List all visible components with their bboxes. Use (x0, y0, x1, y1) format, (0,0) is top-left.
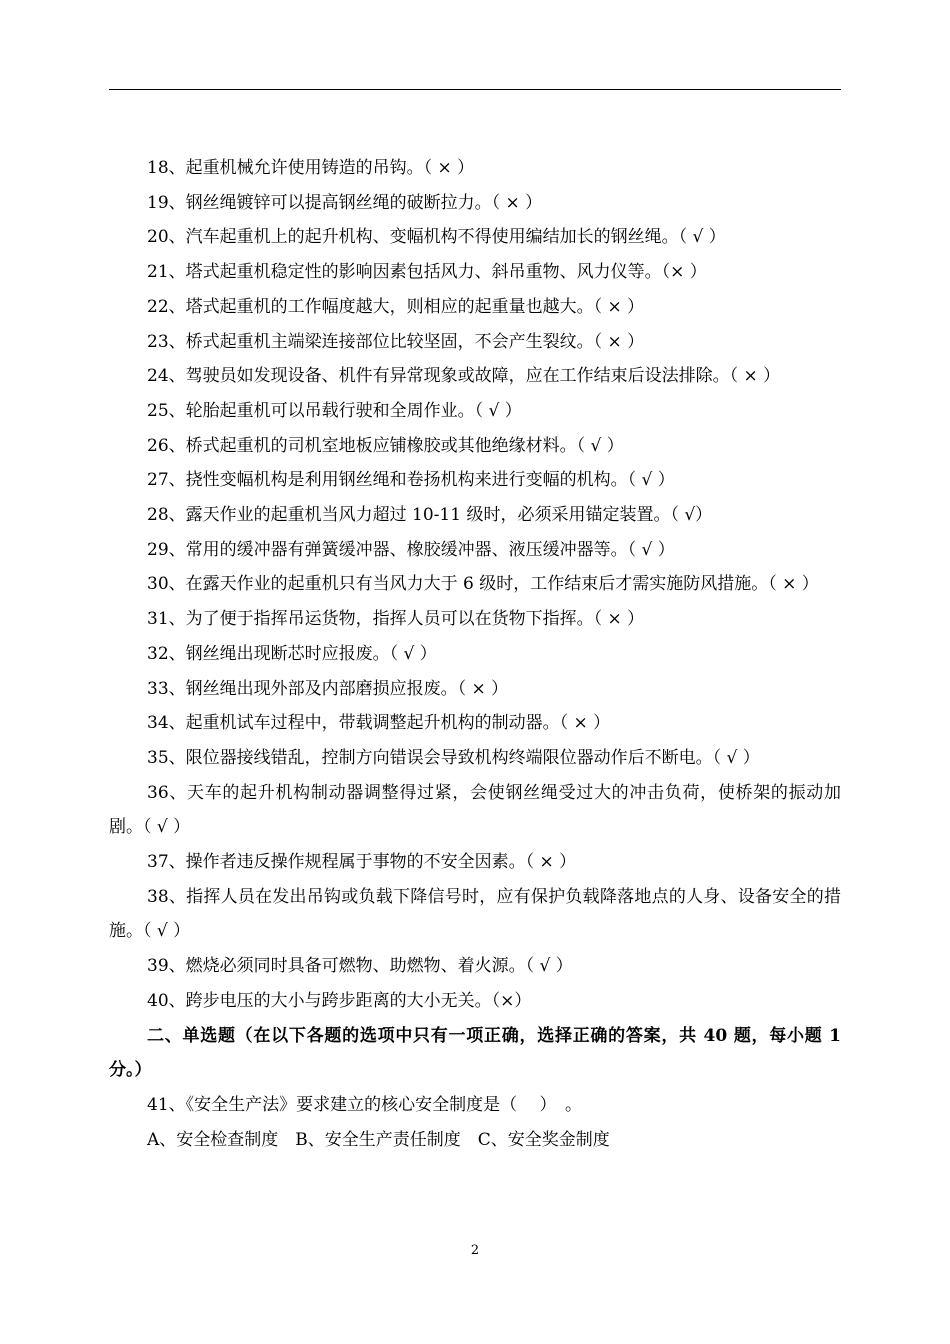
question-34: 34、起重机试车过程中，带载调整起升机构的制动器。（ × ） (147, 713, 611, 734)
question-22: 22、塔式起重机的工作幅度越大，则相应的起重量也越大。（ × ） (147, 296, 645, 317)
question-19: 19、钢丝绳镀锌可以提高钢丝绳的破断拉力。（ × ） (147, 192, 543, 213)
question-25: 25、轮胎起重机可以吊载行驶和全周作业。（ √ ） (147, 400, 522, 421)
question-31: 31、为了便于指挥吊运货物，指挥人员可以在货物下指挥。（ × ） (147, 609, 645, 630)
question-28: 28、露天作业的起重机当风力超过 10-11 级时，必须采用锚定装置。（ √） (147, 505, 713, 526)
question-36: 36、天车的起升机构制动器调整得过紧，会使钢丝绳受过大的冲击负荷，使桥架的振动加剧。（ √ ） (109, 782, 841, 838)
header-rule (109, 89, 841, 90)
question-21: 21、塔式起重机稳定性的影响因素包括风力、斜吊重物、风力仪等。（× ） (147, 262, 707, 283)
question-20: 20、汽车起重机上的起升机构、变幅机构不得使用编结加长的钢丝绳。（ √ ） (147, 227, 726, 248)
question-27: 27、挠性变幅机构是利用钢丝绳和卷扬机构来进行变幅的机构。（ √ ） (147, 470, 675, 491)
question-38: 38、指挥人员在发出吊钩或负载下降信号时，应有保护负载降落地点的人身、设备安全的措施。（ √ ） (109, 886, 841, 942)
question-40: 40、跨步电压的大小与跨步距离的大小无关。（×） (147, 990, 532, 1011)
question-41-stem: 41、《安全生产法》要求建立的核心安全制度是（ ） 。 (147, 1094, 583, 1115)
question-26: 26、桥式起重机的司机室地板应铺橡胶或其他绝缘材料。（ √ ） (147, 435, 624, 456)
question-33: 33、钢丝绳出现外部及内部磨损应报废。（ × ） (147, 678, 509, 699)
question-24: 24、驾驶员如发现设备、机件有异常现象或故障，应在工作结束后设法排除。（ × ） (147, 366, 781, 387)
question-18: 18、起重机械允许使用铸造的吊钩。（ × ） (147, 158, 475, 178)
question-41-options: A、安全检查制度 B、安全生产责任制度 C、安全奖金制度 (147, 1129, 610, 1150)
question-37: 37、操作者违反操作规程属于事物的不安全因素。（ × ） (147, 852, 577, 873)
section-heading-single-choice: 二、单选题（在以下各题的选项中只有一项正确，选择正确的答案，共 40 题，每小题 1 分。） (109, 1025, 841, 1081)
question-32: 32、钢丝绳出现断芯时应报废。（ √ ） (147, 643, 437, 664)
question-23: 23、桥式起重机主端梁连接部位比较坚固，不会产生裂纹。（ × ） (147, 331, 645, 352)
page-number: 2 (470, 1243, 480, 1258)
document-body (109, 151, 841, 1157)
question-30: 30、在露天作业的起重机只有当风力大于 6 级时，工作结束后才需实施防风措施。（ × ） (147, 574, 819, 595)
question-35: 35、限位器接线错乱，控制方向错误会导致机构终端限位器动作后不断电。（ √ ） (147, 747, 760, 768)
question-39: 39、燃烧必须同时具备可燃物、助燃物、着火源。（ √ ） (147, 956, 573, 977)
question-29: 29、常用的缓冲器有弹簧缓冲器、橡胶缓冲器、液压缓冲器等。（ √ ） (147, 539, 675, 560)
